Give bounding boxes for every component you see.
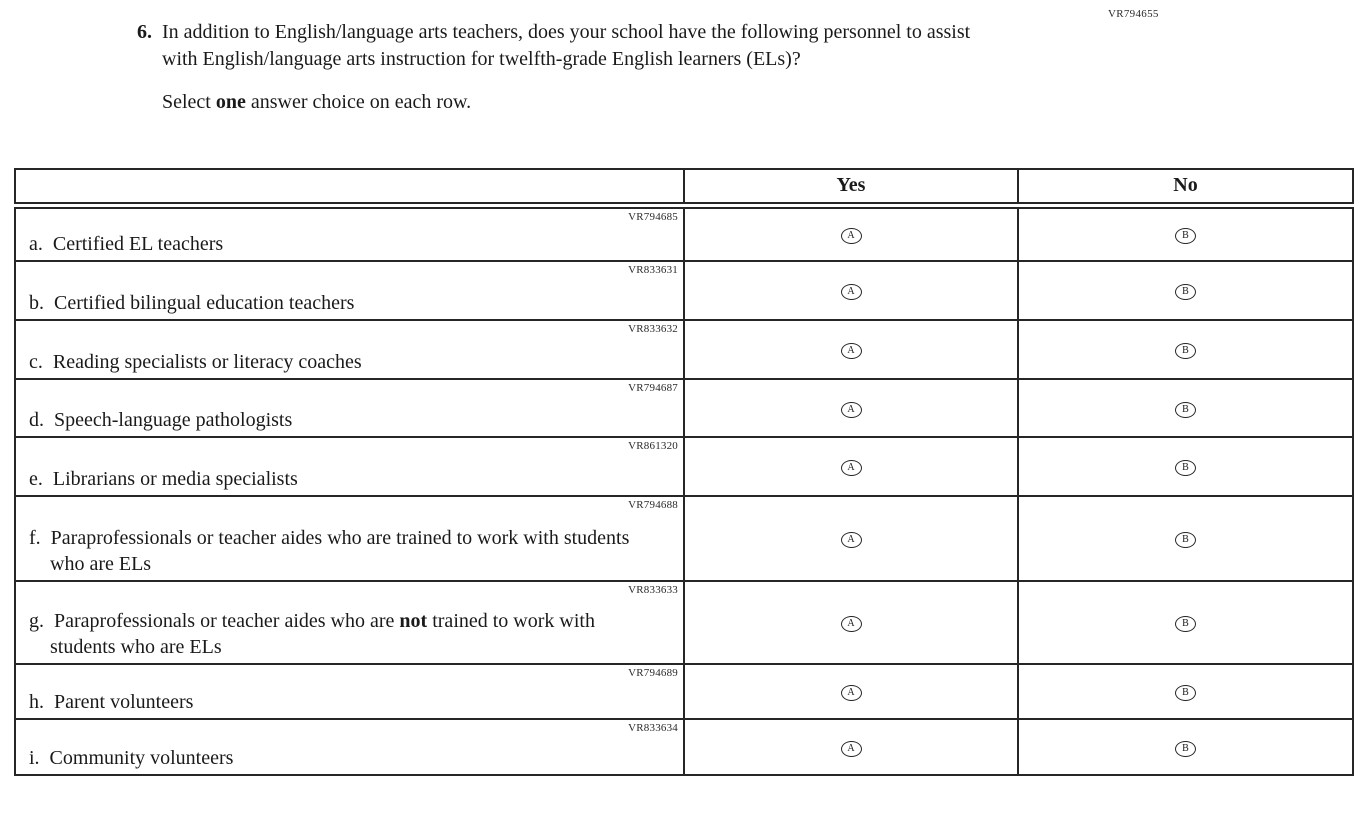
option-a-bubble[interactable]: A (841, 343, 862, 359)
yes-cell (684, 261, 1018, 320)
row-label: e. Librarians or media specialists (29, 468, 298, 490)
option-a-bubble[interactable]: A (841, 228, 862, 244)
no-cell (1018, 261, 1353, 320)
row-label: b. Certified bilingual education teachers (29, 292, 355, 314)
col-header-no: No (1018, 169, 1353, 205)
table-row (15, 581, 1353, 664)
row-vr-code: VR794685 (628, 210, 678, 223)
option-a-bubble[interactable]: A (841, 685, 862, 701)
item-cell (15, 261, 684, 320)
row-vr-code: VR861320 (628, 440, 678, 452)
option-a-bubble[interactable]: A (841, 402, 862, 418)
option-b-bubble[interactable]: B (1175, 532, 1196, 548)
row-label: f. Paraprofessionals or teacher aides who are trained to work with students who are ELs (29, 527, 630, 575)
no-cell (1018, 437, 1353, 496)
yes-cell (684, 719, 1018, 775)
option-a-bubble[interactable]: A (841, 460, 862, 476)
row-label: a. Certified EL teachers (29, 233, 224, 255)
row-vr-code: VR794689 (628, 667, 678, 679)
row-vr-code: VR794688 (628, 499, 678, 511)
yes-cell (684, 437, 1018, 496)
row-vr-code: VR794687 (628, 382, 678, 394)
no-cell (1018, 719, 1353, 775)
option-a-bubble[interactable]: A (841, 616, 862, 632)
question-body (162, 19, 992, 116)
col-header-yes: Yes (684, 169, 1018, 205)
answer-table (14, 168, 1354, 776)
row-label: d. Speech-language pathologists (29, 409, 293, 431)
no-cell (1018, 205, 1353, 261)
instruction-post: answer choice on each row. (245, 91, 472, 113)
row-vr-code: VR833633 (628, 584, 678, 596)
item-cell (15, 581, 684, 664)
no-cell (1018, 379, 1353, 437)
item-cell (15, 437, 684, 496)
option-b-bubble[interactable]: B (1175, 284, 1196, 300)
row-label-bold: not (399, 610, 428, 632)
option-b-bubble[interactable]: B (1175, 685, 1196, 701)
no-cell (1018, 320, 1353, 379)
row-label (16, 608, 650, 660)
row-label: c. Reading specialists or literacy coaches (29, 351, 362, 373)
yes-cell (684, 320, 1018, 379)
no-cell (1018, 581, 1353, 664)
row-vr-code: VR833631 (628, 264, 678, 276)
table-row (15, 261, 1353, 320)
table-row (15, 719, 1353, 775)
yes-cell (684, 205, 1018, 261)
header-row (15, 169, 1353, 205)
option-a-bubble[interactable]: A (841, 284, 862, 300)
option-b-bubble[interactable]: B (1175, 343, 1196, 359)
row-vr-code: VR833634 (628, 722, 678, 734)
item-cell (15, 320, 684, 379)
option-a-bubble[interactable]: A (841, 741, 862, 757)
question-instruction (162, 89, 992, 116)
option-b-bubble[interactable]: B (1175, 616, 1196, 632)
question-text: In addition to English/language arts teachers, does your school have the following personnel to assist with English/language arts instruction for twelfth-grade English learners (ELs)? (162, 21, 971, 70)
question-number: 6. (137, 21, 152, 43)
table-row (15, 205, 1353, 261)
row-label: h. Parent volunteers (29, 691, 194, 713)
no-cell (1018, 496, 1353, 581)
question-block (137, 19, 992, 116)
row-label: i. Community volunteers (29, 747, 234, 769)
item-cell (15, 664, 684, 719)
page-vr-code: VR794655 (1108, 8, 1159, 20)
yes-cell (684, 379, 1018, 437)
no-cell (1018, 664, 1353, 719)
table-row (15, 437, 1353, 496)
row-vr-code: VR833632 (628, 323, 678, 335)
yes-cell (684, 496, 1018, 581)
item-cell (15, 496, 684, 581)
table-row (15, 379, 1353, 437)
option-b-bubble[interactable]: B (1175, 741, 1196, 757)
yes-cell (684, 664, 1018, 719)
table-row (15, 664, 1353, 719)
option-a-bubble[interactable]: A (841, 532, 862, 548)
header-item-cell (15, 169, 684, 205)
row-label-post: trained to work with students who are ELs (50, 610, 595, 658)
item-cell (15, 719, 684, 775)
instruction-pre: Select (162, 91, 216, 113)
option-b-bubble[interactable]: B (1175, 460, 1196, 476)
table-row (15, 496, 1353, 581)
row-label-pre: g. Paraprofessionals or teacher aides who are (29, 610, 400, 632)
yes-cell (684, 581, 1018, 664)
item-cell (15, 379, 684, 437)
option-b-bubble[interactable]: B (1175, 228, 1196, 244)
table-row (15, 320, 1353, 379)
instruction-bold: one (215, 91, 246, 113)
option-b-bubble[interactable]: B (1175, 402, 1196, 418)
item-cell (15, 205, 684, 261)
